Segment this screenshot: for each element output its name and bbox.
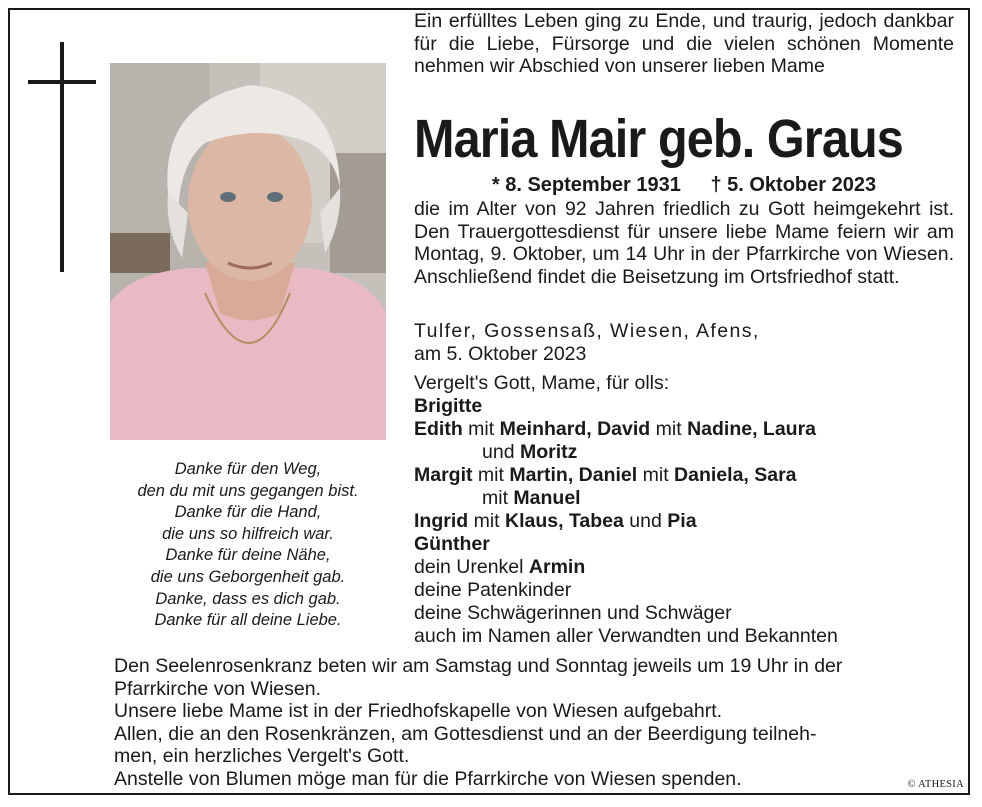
deceased-name: Maria Mair geb. Graus <box>414 109 903 169</box>
family-line: Margit mit Martin, Daniel mit Daniela, Sara <box>414 464 797 486</box>
poem-line: die uns so hilfreich war. <box>162 524 334 543</box>
portrait-photo <box>110 63 386 440</box>
life-dates <box>414 172 954 198</box>
poem-line: Danke für all deine Liebe. <box>154 611 342 630</box>
poem-line: Danke für den Weg, <box>174 460 322 478</box>
poem-line: Danke für die Hand, <box>174 503 322 522</box>
place-line: Tulfer, Gossensaß, Wiesen, Afens, <box>414 320 760 342</box>
copyright-notice: © ATHESIA <box>907 779 964 790</box>
closing-line: Pfarrkirche von Wiesen. <box>114 677 321 700</box>
closing-line: men, ein herzliches Vergelt's Gott. <box>114 745 410 767</box>
family-line: auch im Namen aller Verwandten und Bekannten <box>414 625 838 647</box>
closing-notes <box>114 655 959 790</box>
poem-line: Danke, dass es dich gab. <box>155 589 341 608</box>
family-line: deine Patenkinder <box>414 579 572 601</box>
cross-icon <box>60 42 64 272</box>
closing-line: Allen, die an den Rosenkränzen, am Gottesdienst und an der Beerdigung teilneh- <box>114 722 817 745</box>
family-line: Günther <box>414 533 490 555</box>
family-line: mit Manuel <box>482 487 581 509</box>
intro-text: Ein erfülltes Leben ging zu Ende, und traurig, jedoch dankbar für die Liebe, Fürsorge und die vielen schönen Momente nehmen wir Abschied von unserer lieben Mame <box>414 10 954 77</box>
place-date <box>414 320 954 365</box>
funeral-details: die im Alter von 92 Jahren friedlich zu Gott heimgekehrt ist. Den Trauergottesdienst für unsere liebe Mame feiern wir am Montag, 9. Oktober, um 14 Uhr in der Pfarrkirche von Wiesen. Anschließend findet die Beisetzung im Ortsfriedhof statt. <box>414 198 954 288</box>
death-date: † 5. Oktober 2023 <box>710 174 877 196</box>
family-line: dein Urenkel Armin <box>414 556 586 578</box>
family-line: deine Schwägerinnen und Schwäger <box>414 602 732 624</box>
family-line: Ingrid mit Klaus, Tabea und Pia <box>414 510 697 532</box>
family-list <box>414 372 959 648</box>
poem-line: Danke für deine Nähe, <box>165 546 331 565</box>
family-line: Brigitte <box>414 395 483 417</box>
poem-line: den du mit uns gegangen bist. <box>137 481 359 500</box>
thanks-intro: Vergelt's Gott, Mame, für olls: <box>414 372 670 394</box>
closing-line: Anstelle von Blumen möge man für die Pfarrkirche von Wiesen spenden. <box>114 767 742 790</box>
cross-icon-bar <box>28 80 96 84</box>
birth-date: * 8. September 1931 <box>491 174 681 196</box>
family-line: Edith mit Meinhard, David mit Nadine, Laura <box>414 418 817 440</box>
closing-line: Unsere liebe Mame ist in der Friedhofskapelle von Wiesen aufgebahrt. <box>114 700 723 722</box>
closing-line: Den Seelenrosenkranz beten wir am Samstag und Sonntag jeweils um 19 Uhr in der <box>114 655 843 677</box>
family-line: und Moritz <box>482 441 578 463</box>
poem <box>110 459 386 632</box>
date-line: am 5. Oktober 2023 <box>414 342 587 365</box>
poem-line: die uns Geborgenheit gab. <box>150 567 346 586</box>
